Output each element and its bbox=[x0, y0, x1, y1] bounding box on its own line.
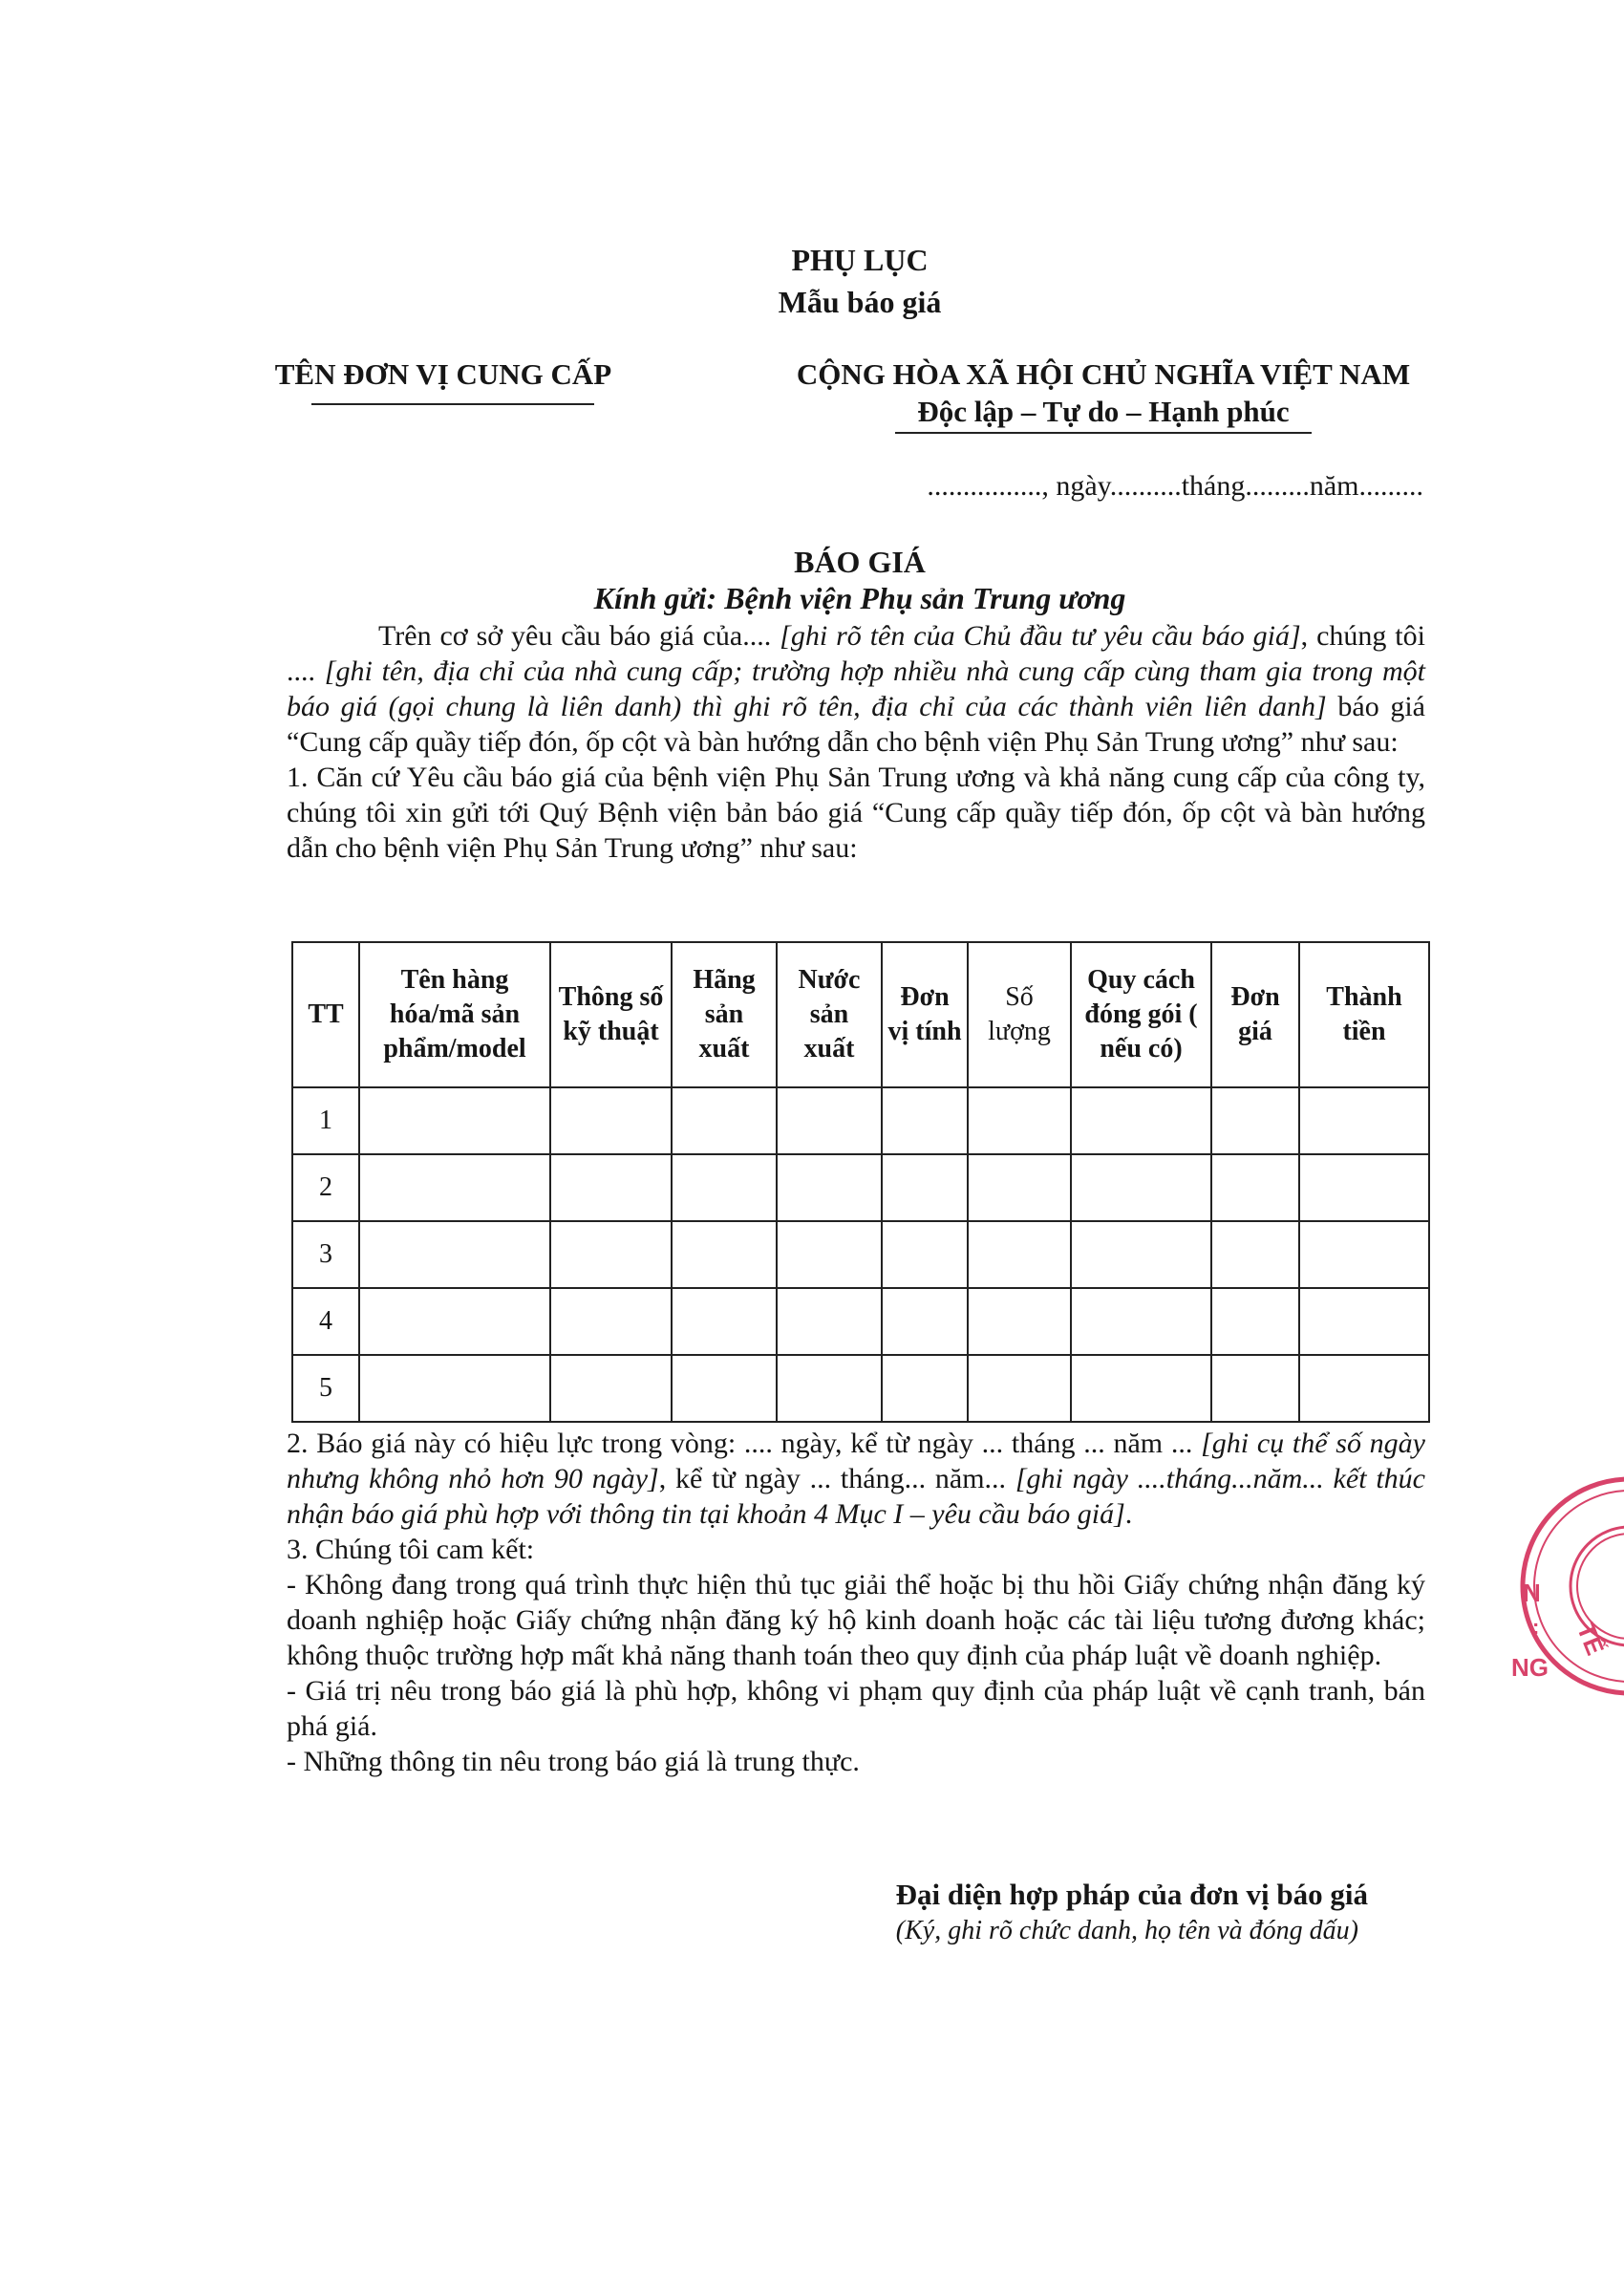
cell-product bbox=[359, 1288, 550, 1355]
cell-total bbox=[1299, 1355, 1429, 1422]
cell-origin bbox=[777, 1288, 882, 1355]
cell-unit bbox=[882, 1154, 968, 1221]
supplier-name: TÊN ĐƠN VỊ CUNG CẤP bbox=[274, 357, 612, 391]
cell-qty bbox=[968, 1087, 1071, 1154]
appendix-subtitle: Mẫu báo giá bbox=[778, 285, 942, 319]
appendix-title: PHỤ LỤC bbox=[791, 243, 929, 277]
recipient-line: Kính gửi: Bệnh viện Phụ sản Trung ương bbox=[593, 581, 1126, 615]
intro-part3: báo giá “Cung cấp quầy tiếp đón, ốp cột và bàn hướng dẫn cho bệnh viện Phụ Sản Trung ương” như sau: bbox=[287, 691, 1426, 758]
header-spec: Thông số kỹ thuật bbox=[550, 942, 672, 1087]
document-title: BÁO GIÁ bbox=[794, 545, 926, 579]
cell-unit bbox=[882, 1221, 968, 1288]
header-product: Tên hàng hóa/mã sản phẩm/model bbox=[359, 942, 550, 1087]
cell-price bbox=[1211, 1355, 1299, 1422]
cell-origin bbox=[777, 1087, 882, 1154]
commitment-bullet-2: - Giá trị nêu trong báo giá là phù hợp, không vi phạm quy định của pháp luật về cạnh tranh, bán phá giá. bbox=[287, 1675, 1425, 1742]
cell-spec bbox=[550, 1154, 672, 1221]
table-row bbox=[292, 1087, 1429, 1154]
header-maker: Hãng sản xuất bbox=[672, 942, 777, 1087]
republic-name: CỘNG HÒA XÃ HỘI CHỦ NGHĨA VIỆT NAM bbox=[796, 357, 1411, 391]
cell-product bbox=[359, 1154, 550, 1221]
cell-price bbox=[1211, 1221, 1299, 1288]
cell-packing bbox=[1071, 1288, 1211, 1355]
intro-text bbox=[287, 618, 1425, 866]
cell-spec bbox=[550, 1355, 672, 1422]
commitment-bullet-1: - Không đang trong quá trình thực hiện thủ tục giải thể hoặc bị thu hồi Giấy chứng nhận đăng ký doanh nghiệp hoặc Giấy chứng nhận đăng ký hộ kinh doanh hoặc các tài liệu tương đương khác; không thuộc trường hợp mất khả năng thanh toán theo quy định của pháp luật về doanh nghiệp. bbox=[287, 1569, 1425, 1671]
quote-table bbox=[291, 941, 1430, 1423]
commitment-bullet-3: - Những thông tin nêu trong báo giá là trung thực. bbox=[287, 1746, 860, 1777]
cell-maker bbox=[672, 1087, 777, 1154]
cell-maker bbox=[672, 1355, 777, 1422]
intro-note2: [ghi tên, địa chỉ của nhà cung cấp; trường hợp nhiều nhà cung cấp cùng tham gia trong một báo giá (gọi chung là liên danh) thì ghi rõ tên, địa chỉ của các thành viên liên danh] bbox=[287, 655, 1425, 722]
intro-paragraph bbox=[287, 618, 1425, 760]
header-origin: Nước sản xuất bbox=[777, 942, 882, 1087]
cell-price bbox=[1211, 1154, 1299, 1221]
intro-part1: Trên cơ sở yêu cầu báo giá của.... bbox=[378, 620, 780, 652]
commitments-section bbox=[287, 1426, 1425, 1779]
cell-spec bbox=[550, 1288, 672, 1355]
cell-qty bbox=[968, 1221, 1071, 1288]
stamp-text: N bbox=[1523, 1579, 1541, 1607]
stamp-text: TẾ bbox=[1571, 1619, 1611, 1660]
table-row bbox=[292, 1154, 1429, 1221]
cell-total bbox=[1299, 1154, 1429, 1221]
item2-note2: [ghi ngày ....tháng...năm... kết thúc nhận báo giá phù hợp với thông tin tại khoản 4 Mục I – yêu cầu báo giá] bbox=[287, 1463, 1425, 1530]
header-qty: Số lượng bbox=[968, 942, 1071, 1087]
header-total: Thành tiền bbox=[1299, 942, 1429, 1087]
cell-packing bbox=[1071, 1355, 1211, 1422]
row-number: 3 bbox=[292, 1221, 359, 1288]
signer-title: Đại diện hợp pháp của đơn vị báo giá bbox=[895, 1878, 1368, 1911]
item2-part-b: , kể từ ngày ... tháng... năm... bbox=[658, 1463, 1015, 1494]
cell-qty bbox=[968, 1288, 1071, 1355]
cell-qty bbox=[968, 1154, 1071, 1221]
row-number: 1 bbox=[292, 1087, 359, 1154]
cell-maker bbox=[672, 1154, 777, 1221]
stamp-text: NG bbox=[1511, 1653, 1549, 1682]
date-line: ................, ngày..........tháng.........năm......... bbox=[927, 470, 1423, 502]
cell-origin bbox=[777, 1221, 882, 1288]
header-unit: Đơn vị tính bbox=[882, 942, 968, 1087]
cell-total bbox=[1299, 1221, 1429, 1288]
header-tt: TT bbox=[292, 942, 359, 1087]
cell-origin bbox=[777, 1154, 882, 1221]
cell-packing bbox=[1071, 1154, 1211, 1221]
cell-price bbox=[1211, 1087, 1299, 1154]
cell-unit bbox=[882, 1288, 968, 1355]
item-3: 3. Chúng tôi cam kết: bbox=[287, 1534, 535, 1565]
cell-packing bbox=[1071, 1087, 1211, 1154]
row-number: 2 bbox=[292, 1154, 359, 1221]
cell-total bbox=[1299, 1087, 1429, 1154]
motto-underline bbox=[895, 432, 1312, 434]
stamp-text: : bbox=[1532, 1615, 1540, 1639]
cell-price bbox=[1211, 1288, 1299, 1355]
cell-origin bbox=[777, 1355, 882, 1422]
cell-maker bbox=[672, 1221, 777, 1288]
table-row bbox=[292, 1221, 1429, 1288]
signer-note: (Ký, ghi rõ chức danh, họ tên và đóng dấu) bbox=[895, 1916, 1358, 1945]
item2-note1: [ghi cụ thể số ngày nhưng không nhỏ hơn 90 ngày] bbox=[287, 1428, 1425, 1494]
intro-part2: , chúng tôi .... bbox=[287, 620, 1425, 687]
cell-unit bbox=[882, 1355, 968, 1422]
row-number: 4 bbox=[292, 1288, 359, 1355]
header-price: Đơn giá bbox=[1211, 942, 1299, 1087]
table-row bbox=[292, 1355, 1429, 1422]
row-number: 5 bbox=[292, 1355, 359, 1422]
cell-product bbox=[359, 1087, 550, 1154]
intro-note1: [ghi rõ tên của Chủ đầu tư yêu cầu báo giá] bbox=[780, 620, 1301, 652]
cell-maker bbox=[672, 1288, 777, 1355]
cell-spec bbox=[550, 1087, 672, 1154]
cell-qty bbox=[968, 1355, 1071, 1422]
cell-packing bbox=[1071, 1221, 1211, 1288]
table-row bbox=[292, 1288, 1429, 1355]
cell-product bbox=[359, 1221, 550, 1288]
cell-unit bbox=[882, 1087, 968, 1154]
header-packing: Quy cách đóng gói ( nếu có) bbox=[1071, 942, 1211, 1087]
cell-spec bbox=[550, 1221, 672, 1288]
item-1: 1. Căn cứ Yêu cầu báo giá của bệnh viện Phụ Sản Trung ương và khả năng cung cấp của công ty, chúng tôi xin gửi tới Quý Bệnh viện bản báo giá “Cung cấp quầy tiếp đón, ốp cột và bàn hướng dẫn cho bệnh viện Phụ Sản Trung ương” như sau: bbox=[287, 762, 1425, 864]
cell-total bbox=[1299, 1288, 1429, 1355]
item-2 bbox=[287, 1426, 1425, 1532]
item2-part-a: 2. Báo giá này có hiệu lực trong vòng: .... ngày, kể từ ngày ... tháng ... năm ... bbox=[287, 1428, 1202, 1459]
item2-part-c: . bbox=[1124, 1498, 1133, 1530]
supplier-underline bbox=[311, 403, 594, 405]
table-header-row bbox=[292, 942, 1429, 1087]
national-motto: Độc lập – Tự do – Hạnh phúc bbox=[917, 395, 1290, 428]
cell-product bbox=[359, 1355, 550, 1422]
